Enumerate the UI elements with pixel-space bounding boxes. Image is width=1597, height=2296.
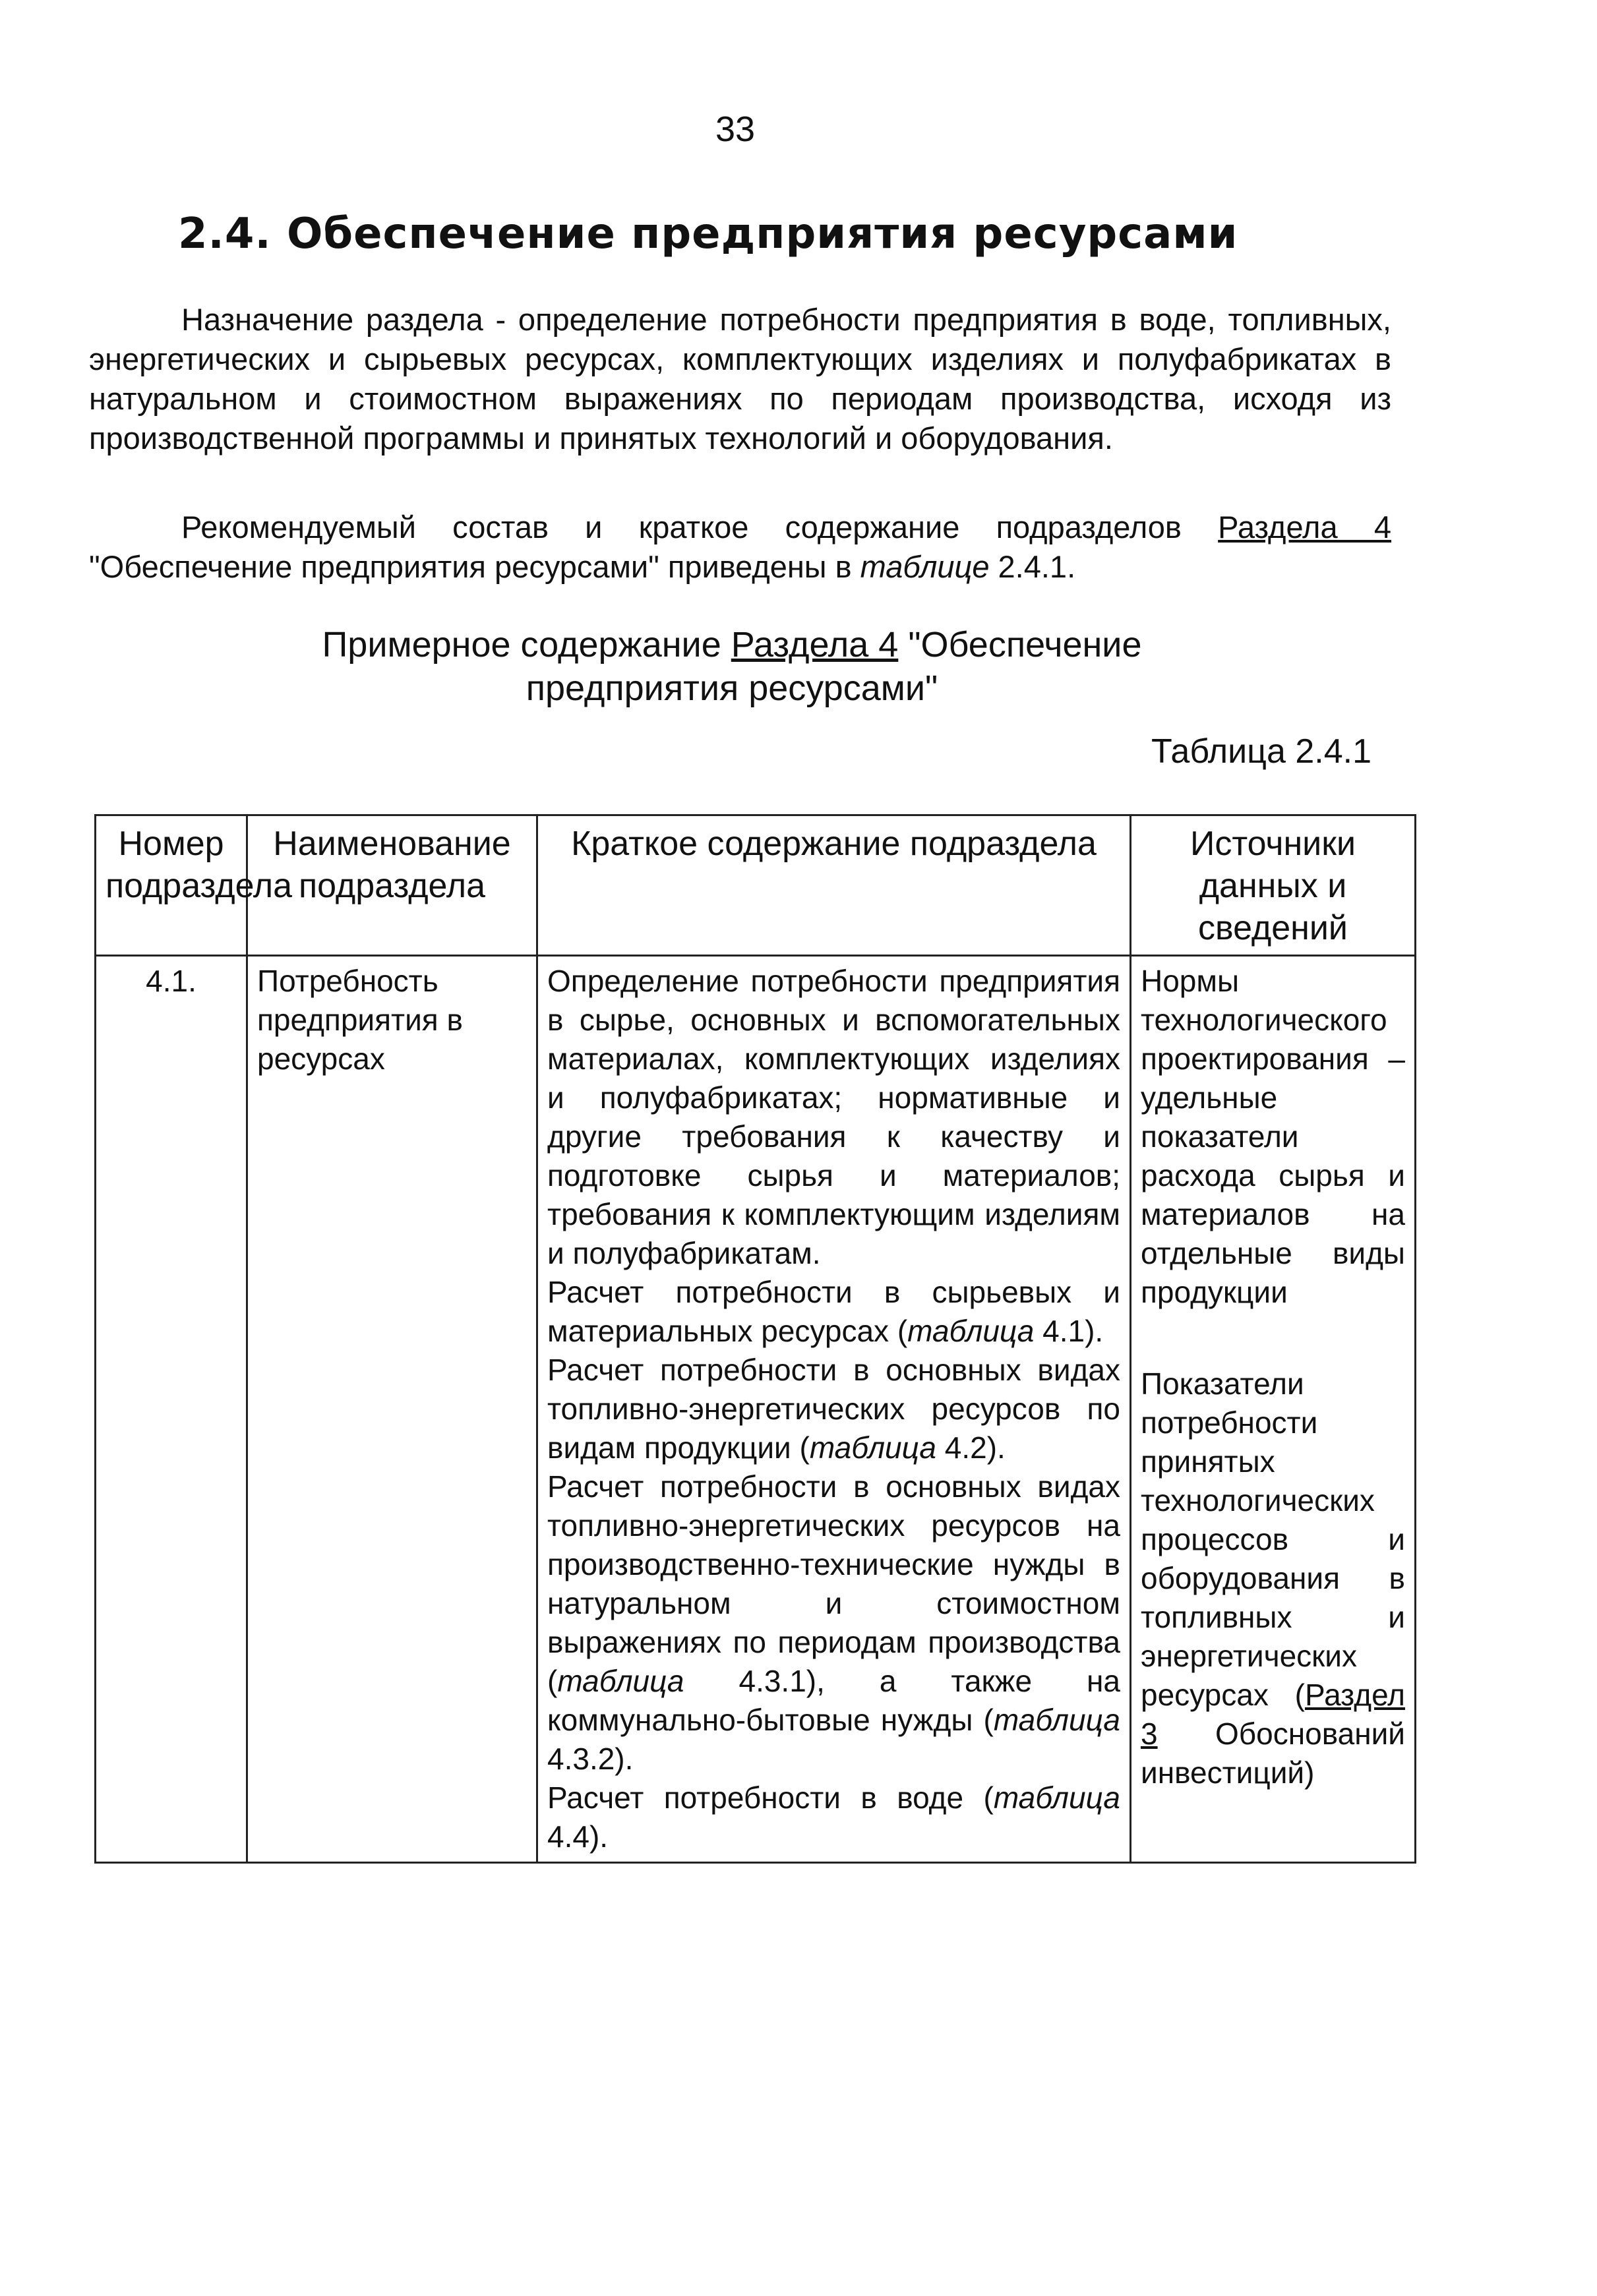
- header-number: Номер подраздела: [96, 815, 247, 956]
- content-paragraph: Определение потребности предприятия в сырье, основных и вспомогательных материалах, комплектующих изделиях и полуфабрикатах; нормативные и другие требования к качеству и подготовке сырья и материалов; требования к комплектующим изделиям и полуфабрикатам.: [547, 964, 1120, 1270]
- header-name: Наименование подраздела: [247, 815, 537, 956]
- content-text: 4.2).: [936, 1430, 1006, 1465]
- content-italic: таблица: [907, 1314, 1035, 1348]
- content-paragraph: [547, 1467, 1120, 1779]
- subsection-number: 4.1.: [96, 956, 247, 1863]
- sources-paragraph: [1141, 1365, 1405, 1792]
- page-number: 33: [715, 109, 756, 149]
- table-header-row: [96, 815, 1416, 956]
- content-paragraph: [547, 1779, 1120, 1856]
- table-title: [264, 623, 1200, 710]
- content-text: 4.3.2).: [547, 1742, 634, 1776]
- sources-spacer: [1141, 1312, 1405, 1365]
- header-sources: Источники данных и сведений: [1131, 815, 1416, 956]
- content-italic: таблица: [993, 1781, 1120, 1815]
- header-content: Краткое содержание подраздела: [537, 815, 1131, 956]
- reference-text-italic: таблице: [860, 549, 990, 584]
- sources-paragraph: Нормы технологического проектирования – удельные показатели расхода сырья и материалов на отдельные виды продукции: [1141, 964, 1405, 1309]
- content-text: 4.4).: [547, 1819, 609, 1854]
- intro-paragraph-text: Назначение раздела - определение потребности предприятия в воде, топливных, энергетических и сырьевых ресурсах, комплектующих изделиях и полуфабрикатах в натуральном и стоимостном выражениях по периодам производства, исходя из производственной программы и принятых технологий и оборудования.: [89, 302, 1391, 456]
- content-paragraph: [547, 1351, 1120, 1467]
- content-italic: таблица: [557, 1664, 684, 1698]
- content-text: Расчет потребности в сырьевых и материальных ресурсах (: [547, 1275, 1120, 1348]
- subsection-name: Потребность предприятия в ресурсах: [247, 956, 537, 1863]
- reference-paragraph: [89, 508, 1391, 587]
- content-text: 4.1).: [1034, 1314, 1104, 1348]
- table-row: [96, 956, 1416, 1863]
- sources-text: Обоснований инвестиций): [1141, 1717, 1405, 1790]
- content-text: Расчет потребности в основных видах топливно-энергетических ресурсов по видам продукции (: [547, 1353, 1120, 1465]
- section-heading: 2.4. Обеспечение предприятия ресурсами: [178, 210, 1238, 258]
- section-4-link[interactable]: Раздела 4: [1218, 510, 1391, 545]
- table-title-start: Примерное содержание: [322, 625, 731, 664]
- sources-text: Показатели потребности принятых технологических процессов и оборудования в топливных и энергетических ресурсах (: [1141, 1367, 1405, 1712]
- subsections-table: [94, 814, 1416, 1864]
- content-paragraph: [547, 1273, 1120, 1351]
- content-text: Расчет потребности в основных видах топливно-энергетических ресурсов на производственно-технические нужды в натуральном и стоимостном выражениях по периодам производства (: [547, 1469, 1120, 1698]
- reference-text-end: 2.4.1.: [989, 549, 1076, 584]
- reference-text-start: Рекомендуемый состав и краткое содержание подразделов: [181, 510, 1219, 545]
- content-text: Расчет потребности в воде (: [547, 1781, 994, 1815]
- content-text: 4.3.1), а также на коммунально-бытовые нужды (: [547, 1664, 1120, 1737]
- content-italic: таблица: [993, 1703, 1120, 1737]
- intro-paragraph: [89, 300, 1391, 458]
- reference-text-middle: "Обеспечение предприятия ресурсами" приведены в: [89, 549, 860, 584]
- subsection-sources: [1131, 956, 1416, 1863]
- content-italic: таблица: [809, 1430, 937, 1465]
- table-title-end: "Обеспечение предприятия ресурсами": [526, 625, 1142, 708]
- section-3-link[interactable]: Раздел 3: [1141, 1678, 1405, 1751]
- table-label: Таблица 2.4.1: [1151, 732, 1371, 771]
- subsection-content: [537, 956, 1131, 1863]
- table-title-section-link[interactable]: Раздела 4: [731, 625, 899, 664]
